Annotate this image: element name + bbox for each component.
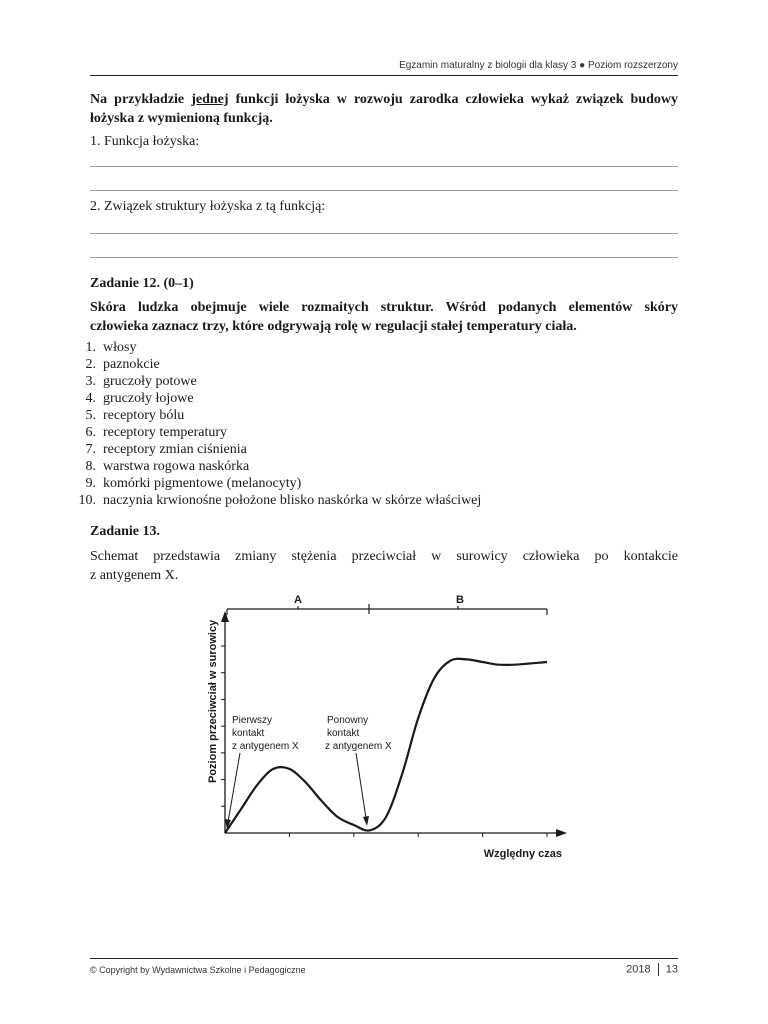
annotation-second-contact-arrow-head (363, 816, 369, 826)
task11-q1-label: 1. Funkcja łożyska: (90, 134, 200, 149)
footer-year: 2018 (626, 963, 651, 976)
option-text: paznokcie (103, 357, 160, 372)
footer-page-number: 13 (665, 963, 678, 976)
footer-copyright: © Copyright by Wydawnictwa Szkolne i Pedagogiczne (90, 965, 306, 975)
svg-text:kontakt: kontakt (232, 728, 265, 739)
task12-instruction: Skóra ludzka obejmuje wiele rozmaitych struktur. Wśród podanych elementów skóry człowieka zaznacz trzy, które odgrywają rolę w regulacji stałej temperatury ciała. (90, 300, 678, 334)
task13-title: Zadanie 13. (90, 524, 161, 539)
svg-text:Pierwszy: Pierwszy (232, 715, 273, 726)
svg-text:z antygenem X: z antygenem X (232, 741, 299, 752)
option-text: komórki pigmentowe (melanocyty) (103, 476, 302, 491)
option-number: 5. (85, 408, 96, 423)
y-axis-label: Poziom przeciwciał w surowicy (207, 619, 219, 783)
option-text: włosy (103, 340, 137, 355)
option-text: receptory zmian ciśnienia (103, 442, 247, 457)
svg-text:z antygenem X: z antygenem X (325, 741, 392, 752)
task12-title: Zadanie 12. (0–1) (90, 276, 194, 291)
option-number: 9. (85, 476, 96, 491)
option-text: gruczoły łojowe (103, 391, 194, 406)
option-number: 1. (85, 340, 96, 355)
footer-separator (658, 963, 659, 976)
option-number: 4. (85, 391, 96, 406)
annotation-first-contact (232, 715, 299, 752)
task11-q2-label: 2. Związek struktury łożyska z tą funkcją: (90, 199, 326, 214)
option-text: warstwa rogowa naskórka (103, 459, 250, 474)
page-header-title: Egzamin maturalny z biologii dla klasy 3 ● Poziom rozszerzony (399, 60, 678, 71)
footer-page-info (620, 963, 678, 976)
annotation-second-contact (325, 715, 392, 752)
option-text: receptory temperatury (103, 425, 227, 440)
x-axis-label: Względny czas (483, 848, 562, 860)
option-number: 6. (85, 425, 96, 440)
option-text: receptory bólu (103, 408, 185, 423)
option-number: 3. (85, 374, 96, 389)
task13-text: Schemat przedstawia zmiany stężenia przeciwciał w surowicy człowieka po kontakcie z antygenem X. (90, 549, 678, 583)
option-number: 2. (85, 357, 96, 372)
phase-label-b: B (456, 594, 464, 606)
option-number: 8. (85, 459, 96, 474)
task11-instruction: Na przykładzie jednej funkcji łożyska w rozwoju zarodka człowieka wykaż związek budowy łożyska z wymienioną funkcją. (90, 92, 678, 126)
option-number: 7. (85, 442, 96, 457)
option-number: 10. (78, 493, 96, 508)
annotation-second-contact-arrow-line (356, 753, 366, 818)
emphasis-jednej: jednej (191, 92, 229, 107)
svg-text:kontakt: kontakt (327, 728, 360, 739)
svg-text:Ponowny: Ponowny (327, 715, 369, 726)
option-text: gruczoły potowe (103, 374, 197, 389)
phase-brackets (227, 604, 547, 615)
x-axis-arrow (556, 829, 567, 837)
phase-label-a: A (294, 594, 302, 606)
option-text: naczynia krwionośne położone blisko naskórka w skórze właściwej (103, 493, 482, 508)
footer-rule (90, 958, 678, 959)
y-axis-arrow (221, 611, 229, 622)
